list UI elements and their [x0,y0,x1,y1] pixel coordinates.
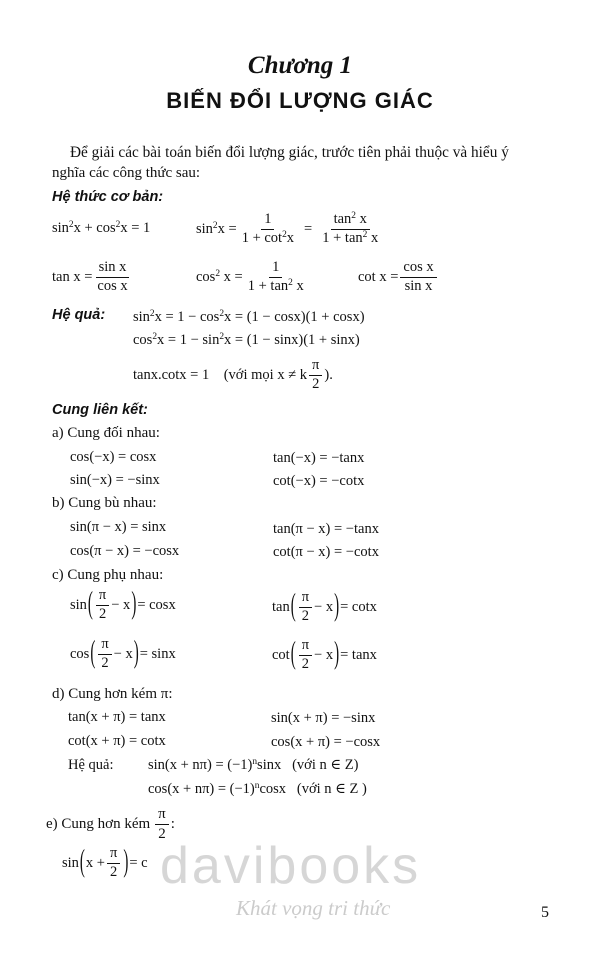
f2-num1: 1 [261,212,274,230]
c1-rhs: = cosx [137,596,176,613]
e-fn: sin [62,854,79,871]
corollary-heading: Hệ quả: [52,307,106,323]
c4-num: π [299,638,312,656]
e-colon: : [170,815,175,832]
corollary-line-2: $\cos^2x = 1 - \sin^2x = (1 - \sin x)(1 + \sin x)$ [133,331,360,348]
c2-rhs: = cotx [340,598,377,615]
b-formula-4: cot(π − x) = −cotx [273,544,379,560]
a-formula-2: tan(−x) = −tanx [273,450,365,466]
f4-num: 1 [269,260,282,278]
c3-rhs: = sinx [139,645,176,662]
f3-num: sin x [96,260,130,278]
corollary-line-1: $\sin^2x = 1 - \cos^2x = (1 - \cos x)(1 + \cos x)$ [133,308,365,325]
c2-num: π [299,590,312,608]
f5-den: sin x [404,277,433,294]
f3-den: cos x [97,277,128,294]
c2-rest: − x [314,598,334,615]
formula-tan [52,260,133,295]
watermark-slogan: Khát vọng tri thức [236,896,391,920]
b-formula-1: sin(π − x) = sinx [70,519,167,535]
c-formula-2: tan ( $\frac{\pi}{2}$ − x ) = cotx [272,589,377,624]
l3-a: tanx.cotx = 1 (với mọi x ≠ k [133,366,308,383]
intro-line-1: Để giải các bài toán biến đổi lượng giác, trước tiên phải thuộc và hiểu ý [70,144,509,161]
c2-fn: tan [272,598,290,615]
f3-lhs: tan x = [52,268,93,285]
intro-line-2: nghĩa các công thức sau: [52,165,201,181]
e-title-text: e) Cung hơn kém [46,815,151,832]
c1-fn: sin [70,596,87,613]
e-x: x + [85,854,105,871]
a-formula-4: cot(−x) = −cotx [273,473,365,489]
section-a-title: a) Cung đối nhau: [52,425,160,441]
c4-rest: − x [314,646,334,663]
formula-cot [358,260,439,295]
basic-heading: Hệ thức cơ bản: [52,189,164,205]
a-formula-3: sin(−x) = −sinx [70,472,160,488]
c3-den: 2 [101,654,109,671]
l3-den: 2 [312,375,320,392]
f5-num: cos x [400,260,436,278]
c2-den: 2 [301,607,309,624]
c4-rhs: = tanx [340,646,377,663]
d-formula-4: cos(x + π) = −cosx [271,734,381,750]
f5-lhs: cot x = [358,268,399,285]
d-formula-1: tan(x + π) = tanx [68,709,166,725]
c3-num: π [98,637,111,655]
e-formula-1: sin ( x + $\frac{\pi}{2}$ ) = c [62,845,148,880]
c4-den: 2 [301,655,309,672]
a-formula-1: cos(−x) = cosx [70,449,157,465]
c-formula-3: cos ( $\frac{\pi}{2}$ − x ) = sinx [70,636,176,671]
chapter-label: Chương 1 [247,52,353,79]
formula-pythagorean: $\sin^2x + \cos^2x = 1$ [52,219,151,236]
chapter-title: BIẾN ĐỔI LƯỢNG GIÁC [166,88,434,113]
d-formula-3: cot(x + π) = cotx [68,733,166,749]
section-b-title: b) Cung bù nhau: [52,495,157,511]
d-formula-2: sin(x + π) = −sinx [271,710,376,726]
l3-b: ). [324,366,333,383]
b-formula-2: tan(π − x) = −tanx [273,521,379,537]
e-num: π [155,806,169,825]
section-c-title: c) Cung phụ nhau: [52,567,164,583]
c4-fn: cot [272,646,290,663]
l3-num: π [309,358,322,376]
c1-num: π [96,588,109,606]
section-e-title [46,806,175,842]
b-formula-3: cos(π − x) = −cosx [70,543,180,559]
d-corollary-label: Hệ quả: [68,757,114,773]
e-den: 2 [158,825,166,842]
watermark-brand: davibooks [160,837,422,895]
section-d-title: d) Cung hơn kém π: [52,686,173,702]
page-number: 5 [541,904,549,921]
related-heading: Cung liên kết: [52,402,148,418]
d-corollary-1: $\sin(x + n\pi) = (-1)^n\sin x$ (với n ∈ Z) [148,756,359,773]
c-formula-4: cot ( $\frac{\pi}{2}$ − x ) = tanx [272,637,377,672]
c3-fn: cos [70,645,90,662]
c1-den: 2 [98,605,107,622]
d-corollary-2: $\cos(x + n\pi) = (-1)^n\cos x$ (với n ∈ Z ) [148,780,367,797]
formula-sin-squared: $\sin^2x$ = $\frac{1}{1 + \cot^2x}$ = $\frac{\tan^2 x}{1 + \tan^2 x}$ [196,210,379,246]
c3-rest: − x [113,645,133,662]
formula-cos-squared: $\cos^2 x$ = $\frac{1}{1 + \tan^2 x}$ [196,259,304,294]
corollary-line-3 [133,358,333,393]
e-rhs: = c [129,854,148,871]
c-formula-1: sin ( $\frac{\pi}{2}$ − x ) = cosx [70,587,176,622]
c1-rest: − x [111,596,131,613]
